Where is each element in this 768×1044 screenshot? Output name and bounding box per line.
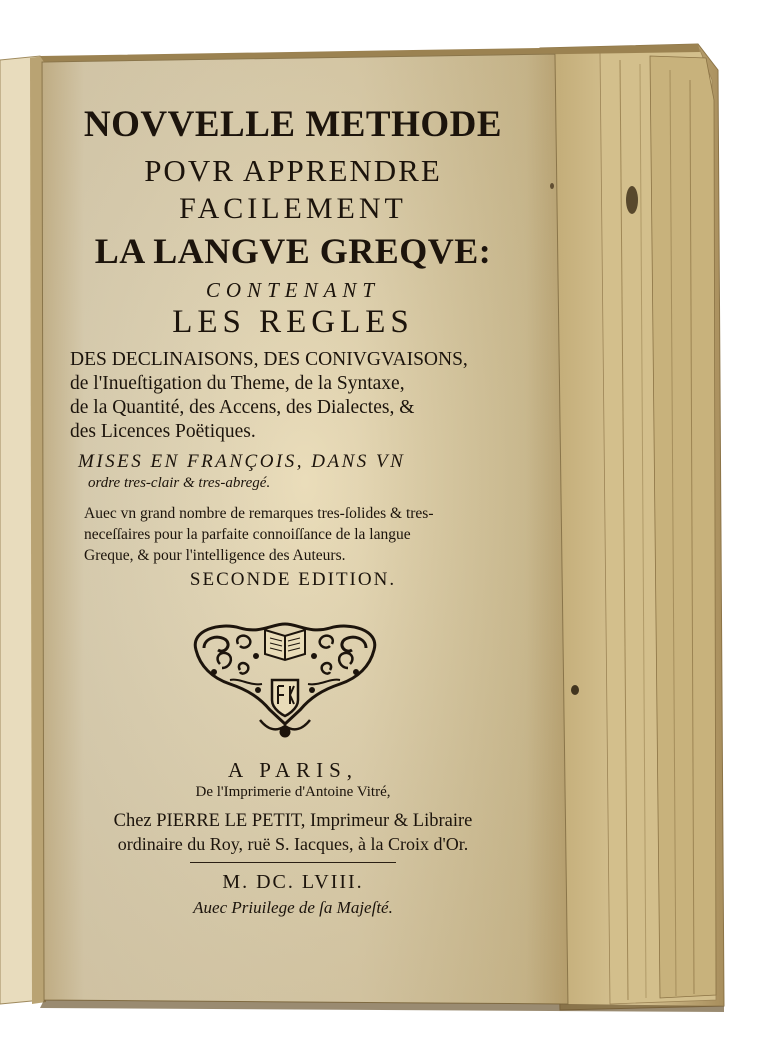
imprint-privilege: Auec Priuilege de ſa Majeſté. (193, 898, 393, 918)
imprint-address: ordinaire du Roy, ruë S. Iacques, à la Croix d'Or. (117, 833, 469, 854)
contents-line-2: de l'Inueſtigation du Theme, de la Syntaxe, (70, 372, 405, 394)
imprint (58, 758, 528, 918)
order-note: ordre tres-clair & tres-abregé. (88, 475, 271, 492)
remarks-line-2: neceſſaires pour la parfaite connoiſſance de la langue (84, 526, 411, 544)
imprint-printer: De l'Imprimerie d'Antoine Vitré, (195, 784, 391, 801)
imprint-city: A PARIS, (227, 758, 359, 782)
title-line-3: FACILEMENT (179, 192, 407, 226)
remarks-line-1: Auec vn grand nombre de remarques tres-ſolides & tres- (84, 505, 434, 523)
remarks-line-3: Greque, & pour l'intelligence des Auteurs. (84, 547, 346, 565)
imprint-year: M. DC. LVIII. (222, 871, 364, 894)
title-line-1: NOVVELLE METHODE (83, 104, 503, 145)
contents-line-4: des Licences Poëtiques. (70, 420, 256, 442)
printers-device-ornament-icon (190, 620, 380, 748)
contents-line-1: DES DECLINAISONS, DES CONIVGVAISONS, (70, 349, 468, 371)
title-line-6: LES REGLES (172, 304, 414, 341)
imprint-publisher: Chez PIERRE LE PETIT, Imprimeur & Libraire (113, 811, 473, 832)
title-page-text (58, 96, 528, 591)
title-line-2: POVR APPRENDRE (144, 152, 442, 188)
translation-note: MISES EN FRANÇOIS, DANS VN (78, 451, 406, 473)
edition-line: SECONDE EDITION. (189, 569, 397, 591)
imprint-rule (190, 862, 396, 863)
title-line-4: LA LANGVE GREQVE: (94, 230, 492, 271)
title-line-5: CONTENANT (205, 278, 381, 303)
contents-line-3: de la Quantité, des Accens, des Dialectes, & (70, 396, 415, 418)
